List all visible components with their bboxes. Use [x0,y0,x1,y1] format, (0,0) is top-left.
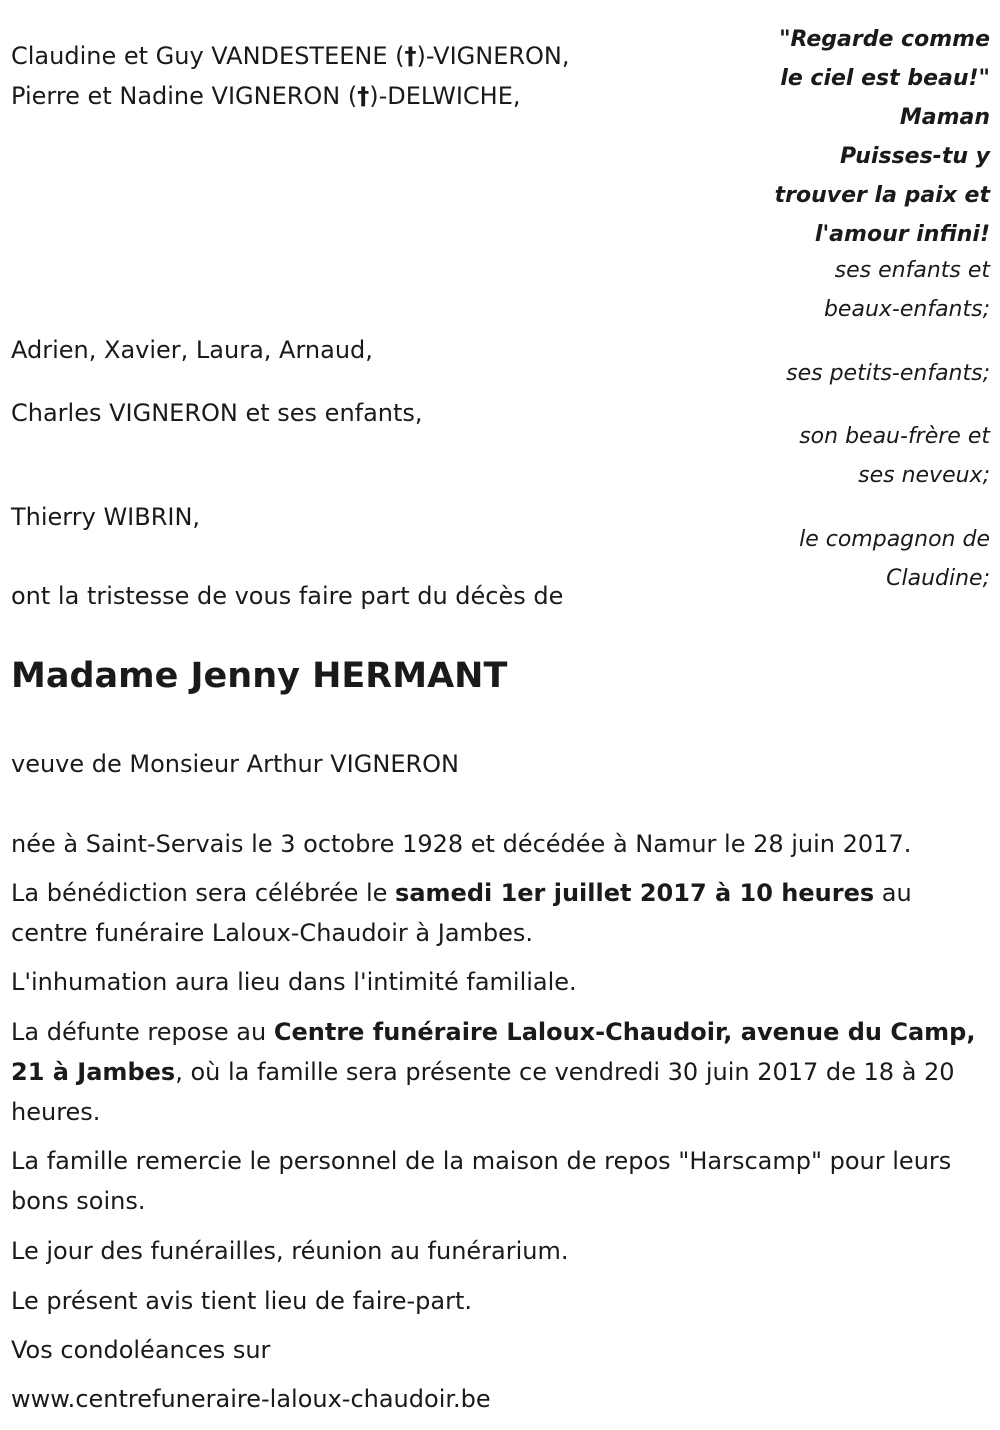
family-line-1-end: )-VIGNERON, [416,42,570,70]
rest-location: Centre funéraire Laloux-Chaudoir, avenue du Camp, 21 à Jambes [11,1018,976,1086]
role-brother-in-law [799,417,990,495]
cross-icon: † [404,42,417,70]
quote-line: Maman [899,105,990,130]
notice-line: Le présent avis tient lieu de faire-part. [11,1287,473,1315]
cross-icon: † [357,82,370,110]
meeting-line: Le jour des funérailles, réunion au funérarium. [11,1237,569,1265]
condolences-line: Vos condoléances sur [11,1336,271,1364]
grandchildren-names: Adrien, Xavier, Laura, Arnaud, [11,336,373,364]
quote-line: "Regarde comme [779,27,990,52]
website-link[interactable]: www.centrefuneraire-laloux-chaudoir.be [11,1385,491,1413]
role-line: le compagnon de [799,527,990,552]
role-companion [799,520,990,598]
rest-visiting-hours: , où la famille sera présente ce vendredi 30 juin 2017 de 18 à 20 heures. [11,1058,955,1126]
role-line: beaux-enfants; [823,297,990,322]
quote-block [775,20,990,254]
family-line-2-start: Pierre et Nadine VIGNERON ( [11,82,358,110]
companion-line: Thierry WIBRIN, [11,503,201,531]
brother-in-law-line: Charles VIGNERON et ses enfants, [11,399,423,427]
role-line: ses petits-enfants; [786,361,990,386]
quote-line: Puisses-tu y [839,144,990,169]
birth-death-line: née à Saint-Servais le 3 octobre 1928 et décédée à Namur le 28 juin 2017. [11,830,912,858]
role-line: Claudine; [886,566,990,591]
deceased-name: Madame Jenny HERMANT [11,656,508,696]
ceremony-text: La bénédiction sera célébrée le [11,879,396,907]
quote-line: le ciel est beau!" [780,66,990,91]
family-line-1-start: Claudine et Guy VANDESTEENE ( [11,42,405,70]
family-line-2 [11,76,521,116]
ceremony-paragraph [11,873,981,953]
rest-text: La défunte repose au [11,1018,274,1046]
quote-line: trouver la paix et [774,183,990,208]
role-line: ses neveux; [858,463,990,488]
announcement-line: ont la tristesse de vous faire part du décès de [11,582,564,610]
ceremony-date: samedi 1er juillet 2017 à 10 heures [395,879,875,907]
role-line: ses enfants et [834,258,990,283]
role-grandchildren [786,354,990,393]
role-children [824,251,990,329]
thanks-paragraph: La famille remercie le personnel de la maison de repos "Harscamp" pour leurs bons soins. [11,1147,952,1215]
widow-of-line: veuve de Monsieur Arthur VIGNERON [11,750,459,778]
family-line-1 [11,36,570,76]
quote-line: l'amour infini! [814,222,990,247]
burial-line: L'inhumation aura lieu dans l'intimité familiale. [11,968,577,996]
rest-paragraph [11,1012,981,1132]
role-line: son beau-frère et [799,424,990,449]
ceremony-place: au centre funéraire Laloux-Chaudoir à Jambes. [11,879,912,947]
family-line-2-end: )-DELWICHE, [369,82,521,110]
